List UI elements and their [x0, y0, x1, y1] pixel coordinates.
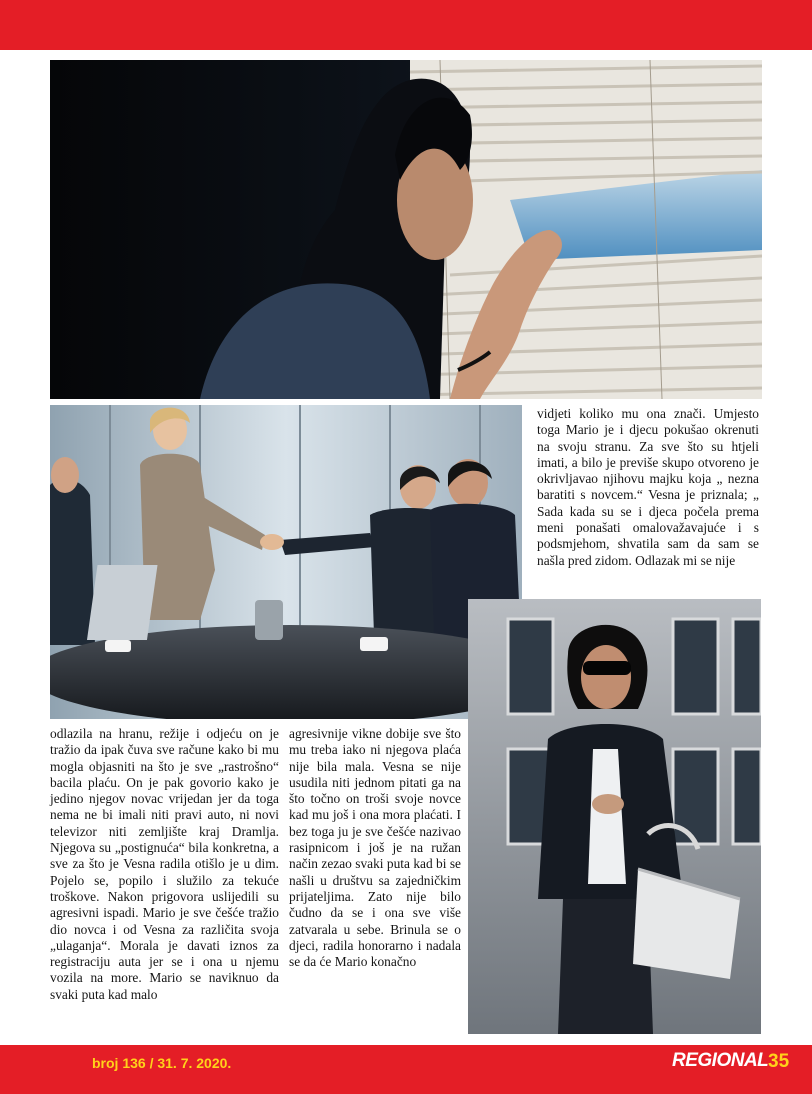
magazine-logo: REGIONAL — [672, 1050, 769, 1071]
photo-woman-at-blinds — [50, 60, 762, 399]
top-red-bar — [0, 0, 812, 50]
article-column-middle — [289, 726, 461, 970]
article-column-left — [50, 726, 279, 1003]
article-text: odlazila na hranu, režije i odjeću on je tražio da ipak čuva sve račune kako bi mu mogla objasniti na što je sve „rastrošno“ bacila plaću. On je pak govorio kako je jedino njegov novac vrijedan jer da toga nema ne bi imali niti pravi auto, ni novi televizor niti zemljište kraj Dramlja. Njegova su „postignuća“ bila konkretna, a sve za što je Vesna radila otišlo je u dim. Pojelo se, popilo i služilo za tekuće troškove. Nakon prigovora uslijedili su agresivni ispadi. Mario je sve češće tražio dio novca i od Vesna za različita svoja „ulaganja“. Morala je davati iznos za registraciju auta jer se i ona u njemu vozila na more. Mario se naviknuo da svaki puta kad malo — [50, 726, 279, 1002]
article-column-right — [537, 406, 759, 569]
page-number: 35 — [768, 1051, 790, 1072]
article-text: agresivnije vikne dobije sve što mu treba iako ni njegova plaća nije bila mala. Vesna se nije usudila niti jednom pitati ga na što točno on troši svoje novce kad mu još i ona mora plaćati. I bez toga ju je sve češće nazivao rasipnicom i još je na ružan način zezao svaki puta kad bi se našli u društvu sa zajedničkim prijateljima. Zato nije bilo čudno da se i ona sve više zatvarala u sebe. Brinula se o djeci, radila honorarno i nadala se da će Mario konačno — [289, 726, 461, 970]
issue-label: broj 136 / 31. 7. 2020. — [92, 1055, 232, 1071]
photo-business-meeting — [50, 405, 522, 719]
article-text: vidjeti koliko mu ona znači. Umjesto toga Mario je i djecu pokušao okrenuti na svoju stranu. Za sve što su htjeli imati, a bilo je previše skupo otvoreno je okrivljavao njihovu majku koja „ nezna baratiti s novcem.“ Vesna je priznala; „ Sada kada su se i djeca počela prema meni ponašati omalovažavajuće i s podsmjehom, shvatila sam da sam se našla pred zidom. Odlazak mi se nije — [537, 406, 759, 568]
photo-woman-walking — [468, 599, 761, 1034]
